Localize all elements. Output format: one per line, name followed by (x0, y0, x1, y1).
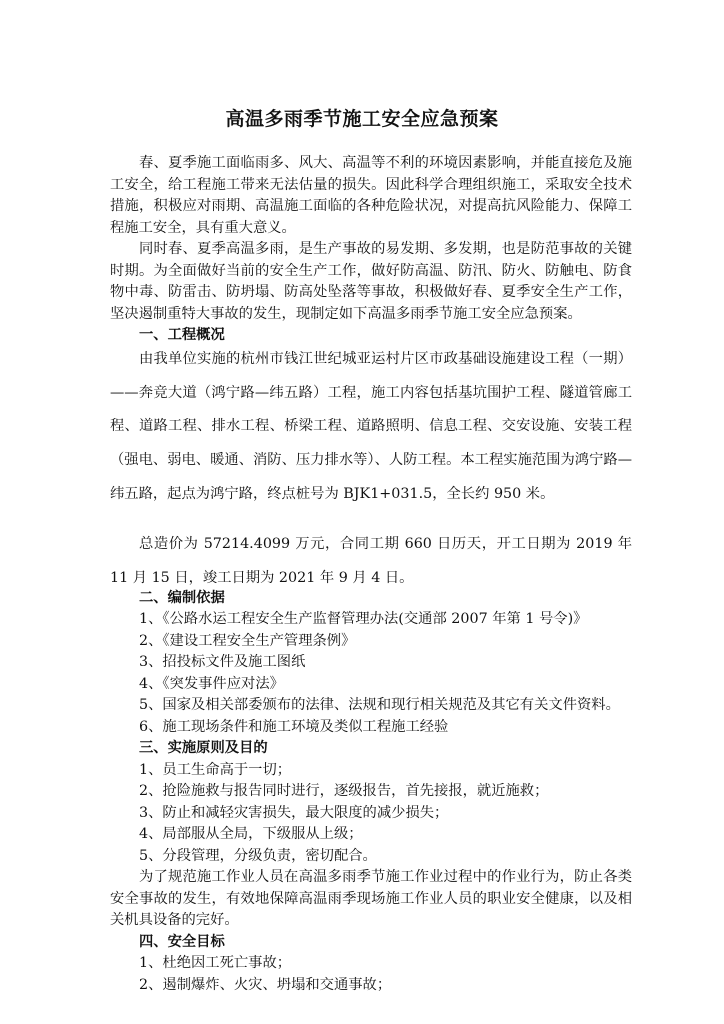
goal-item-1: 1、杜绝因工死亡事故； (139, 955, 292, 971)
principle-item-3: 3、防止和减轻灾害损失，最大限度的减少损失； (139, 805, 449, 821)
goal-item-2: 2、遏制爆炸、火灾、坍塌和交通事故； (139, 977, 392, 993)
section-heading-overview: 一、工程概况 (139, 327, 225, 343)
basis-item-2: 2、《建设工程安全生产管理条例》 (139, 633, 356, 649)
basis-item-3: 3、招投标文件及施工图纸 (139, 654, 306, 670)
intro-paragraph-1: 春、夏季施工面临雨多、风大、高温等不利的环境因素影响，并能直接危及施工安全，给工程施工带来无法估量的损失。因此科学合理组织施工，采取安全技术措施，积极应对雨期、高温施工面临的各种危险状况，对提高抗风险能力、保障工程施工安全，具有重大意义。 (110, 155, 632, 236)
basis-item-6: 6、施工现场条件和施工环境及类似工程施工经验 (139, 719, 449, 735)
basis-item-1: 1、《公路水运工程安全生产监督管理办法(交通部 2007 年第 1 号令)》 (139, 611, 588, 627)
basis-item-5: 5、国家及相关部委颁布的法律、法规和现行相关规范及其它有关文件资料。 (139, 697, 620, 713)
intro-paragraph-2: 同时春、夏季高温多雨，是生产事故的易发期、多发期，也是防范事故的关键时期。为全面做好当前的安全生产工作，做好防高温、防汛、防火、防触电、防食物中毒、防雷击、防坍塌、防高处坠落等事故，积极做好春、夏季安全生产工作，坚决遏制重特大事故的发生，现制定如下高温多雨季节施工安全应急预案。 (110, 241, 632, 322)
document-title: 高温多雨季节施工安全应急预案 (225, 108, 499, 130)
section-heading-principles: 三、实施原则及目的 (139, 740, 268, 756)
section-heading-goals: 四、安全目标 (139, 934, 225, 950)
principle-item-1: 1、员工生命高于一切； (139, 762, 292, 778)
overview-paragraph-2: 总造价为 57214.4099 万元，合同工期 660 日历天，开工日期为 2019 年 11 月 15 日，竣工日期为 2021 年 9 月 4 日。 (110, 536, 632, 586)
principles-closing-paragraph: 为了规范施工作业人员在高温多雨季节施工作业过程中的作业行为，防止各类安全事故的发生，有效地保障高温雨季现场施工作业人员的职业安全健康，以及相关机具设备的完好。 (110, 869, 632, 928)
section-heading-basis: 二、编制依据 (139, 590, 225, 606)
basis-item-4: 4、《突发事件应对法》 (139, 676, 284, 692)
principle-item-4: 4、局部服从全局，下级服从上级； (139, 826, 363, 842)
overview-paragraph-1: 由我单位实施的杭州市钱江世纪城亚运村片区市政基础设施建设工程（一期）——奔竞大道（鸿宁路—纬五路）工程，施工内容包括基坑围护工程、隧道管廊工程、道路工程、排水工程、桥梁工程、道路照明、信息工程、交安设施、安装工程（强电、弱电、暖通、消防、压力排水等）、人防工程。本工程实施范围为鸿宁路—纬五路，起点为鸿宁路，终点桩号为 BJK1+031.5，全长约 950 米。 (110, 351, 632, 502)
principle-item-5: 5、分段管理，分级负责，密切配合。 (139, 848, 377, 864)
principle-item-2: 2、抢险施救与报告同时进行，逐级报告，首先接报，就近施救； (139, 783, 549, 799)
